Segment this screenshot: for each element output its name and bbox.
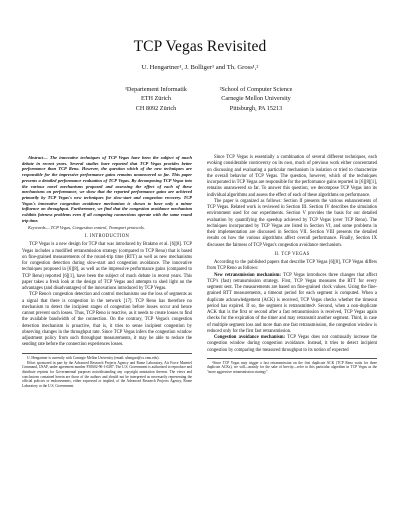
paper-title: TCP Vegas Revisited [133, 38, 267, 55]
abstract: Abstract— The innovative techniques of TCP Vegas have been the subject of much debate in recent years. Several studies have reported that TCP Vegas provides better performance than TCP Reno. However, the question which of the new techniques are responsible for the impressive performance gains remains unanswered so far. This paper presents a detailed performance evaluation of TCP Vegas. By decomposing TCP Vegas into the various novel mechanisms proposed and assessing the effect of each of these mechanisms on performance, we show that the reported performance gains are achieved primarily by TCP Vegas's new techniques for slow-start and congestion recovery. TCP Vegas's innovative congestion avoidance mechanism is shown to have only a minor influence on throughput. Furthermore, we find that the congestion avoidance mechanism exhibits fairness problems even if all competing connections operate with the same round trip time. [22, 155, 192, 223]
section-heading-tcp-vegas: II. TCP VEGAS [274, 251, 310, 257]
affiliation-line: ²School of Computer Science [219, 86, 293, 93]
footnote: U. Hengartner is currently with Carnegie Mellon University (email: uhengart@cs.cmu.edu). [27, 355, 160, 360]
affiliation-line: Pittsburgh, PA 15213 [229, 104, 283, 112]
affiliation-line: ETH Zürich [140, 95, 172, 103]
affiliation-cmu [192, 85, 320, 113]
body-paragraph: The paper is organized as follows: Section II presents the various enhancements of TCP Vegas. Related work is reviewed in Section III. Section IV describes the simulation environment used for our experiments. Section V provides the basis for our detailed evaluation by quantifying the speedup achieved by TCP Vegas (over TCP Reno). The techniques incorporated by TCP Vegas are listed in Section VI, and some problems in their implementation are discussed in Section VII. Section VIII presents the detailed results on how the various algorithms affect overall performance. Finally, Section IX discusses the fairness of TCP Vegas's congestion avoidance mechanism. [207, 198, 377, 248]
body-paragraph: TCP Reno's congestion detection and control mechanisms use the loss of segments as a signal that there is congestion in the network [17]. TCP Reno has therefore no mechanism to detect the incipient stages of congestion before losses occur and hence cannot prevent such losses. Thus, TCP Reno is reactive, as it needs to create losses to find the available bandwidth of the connection. On the contrary, TCP Vegas's congestion detection mechanism is proactive, that is, it tries to sense incipient congestion by observing changes in the throughput rate. Since TCP Vegas infers the congestion window adjustment policy from such throughput measurements, it may be able to reduce the sending rate before the connection experiences losses. [22, 292, 192, 348]
runin-heading: Congestion avoidance mechanism: [214, 335, 288, 340]
runin-heading: New retransmission mechanism: [214, 272, 284, 278]
body-paragraph [207, 273, 377, 336]
affiliation-line: CH 8092 Zürich [135, 104, 177, 112]
author-list: U. Hengartner¹, J. Bolliger¹ and Th. Gross¹,² [141, 64, 259, 71]
right-column [207, 155, 377, 375]
body-paragraph [207, 260, 377, 273]
footnotes [207, 358, 377, 375]
affiliation-line: ¹Departement Informatik [125, 86, 187, 93]
paragraph-text: TCP Vegas does not continually increase the congestion window during congestion avoidance. Instead, it tries to detect incipient congestion by comparing the measured throughput to its notion of expected [207, 335, 377, 353]
footnote: ¹Since TCP Vegas may trigger a fast retransmission on the first duplicate ACK (TCP Reno waits for three duplicate ACKs), we will—mainly for the sake of brevity—refer to this particular algorithm in TCP Vegas as the "more aggressive retransmission strategy". [207, 360, 377, 374]
keywords: Keywords— TCP Vegas, Congestion control, Transport protocols. [28, 225, 145, 231]
affiliation-line: Carnegie Mellon University [221, 95, 291, 103]
section-heading-introduction: I. INTRODUCTION [84, 234, 130, 240]
paragraph-text: According to the published papers that describe TCP Vegas [6][8], TCP Vegas differs from TCP Reno as follows: [207, 260, 377, 272]
body-paragraph: Since TCP Vegas is essentially a combination of several different techniques, each evoking considerable controversy on its own, much of previous work either concentrated on discussing and evaluating a particular mechanism in isolation or tried to characterize the overall behavior of TCP Vegas. The question, however, which of the techniques incorporated in TCP Vegas are responsible for the performance gains reported in [6][8][1], remains unanswered so far. To answer this question, we decompose TCP Vegas into its individual algorithms and assess the effect of each of these algorithms on performance. [207, 155, 377, 198]
body-paragraph: TCP Vegas is a new design for TCP that was introduced by Brakmo et al. [6][8]. TCP Vegas includes a modified retransmission strategy (compared to TCP Reno) that is based on fine-grained measurements of the round-trip time (RTT) as well as new mechanisms for congestion detection during slow-start and congestion avoidance. The innovative techniques proposed in [6][8], as well as the impressive performance gains (compared to TCP Reno) reported [6][1], have been the subject of much debate in recent years. This paper takes a fresh look at the design of TCP Vegas and attempts to shed light on the advantages (and disadvantages) of the innovations introduced by TCP Vegas. [22, 242, 192, 292]
footnote: Effort sponsored in part by the Advanced Research Projects Agency and Rome Laboratory, Air Force Materiel Command, USAF, under agreement number F30602-96-1-0287. The U.S. Government is authorized to reproduce and distribute reprints for Governmental purposes notwithstanding any copyright annotation thereon. The views and conclusions contained herein are those of the authors and should not be interpreted as necessarily representing the official policies or endorsements, either expressed or implied, of the Advanced Research Projects Agency, Rome Laboratory or the U.S. Government. [22, 360, 192, 388]
footnotes [22, 353, 192, 389]
paragraph-text: TCP Vegas introduces three changes that affect TCP's (fast) retransmission strategy. First, TCP Vegas measures the RTT for every segment sent. The measurements are based on fine-grained clock values. Using the fine-grained RTT measurements, a timeout period for each segment is computed. When a duplicate acknowledgement (ACK) is received, TCP Vegas checks whether the timeout period has expired. If so, the segment is retransmitted¹. Second, when a non-duplicate ACK that is the first or second after a fast retransmission is received, TCP Vegas again checks for the expiration of the timer and may retransmit another segment. Third, in case of multiple segment loss and more than one fast retransmission, the congestion window is reduced only for the first fast retransmission. [207, 272, 378, 334]
left-column [22, 155, 192, 389]
body-paragraph [207, 335, 377, 354]
